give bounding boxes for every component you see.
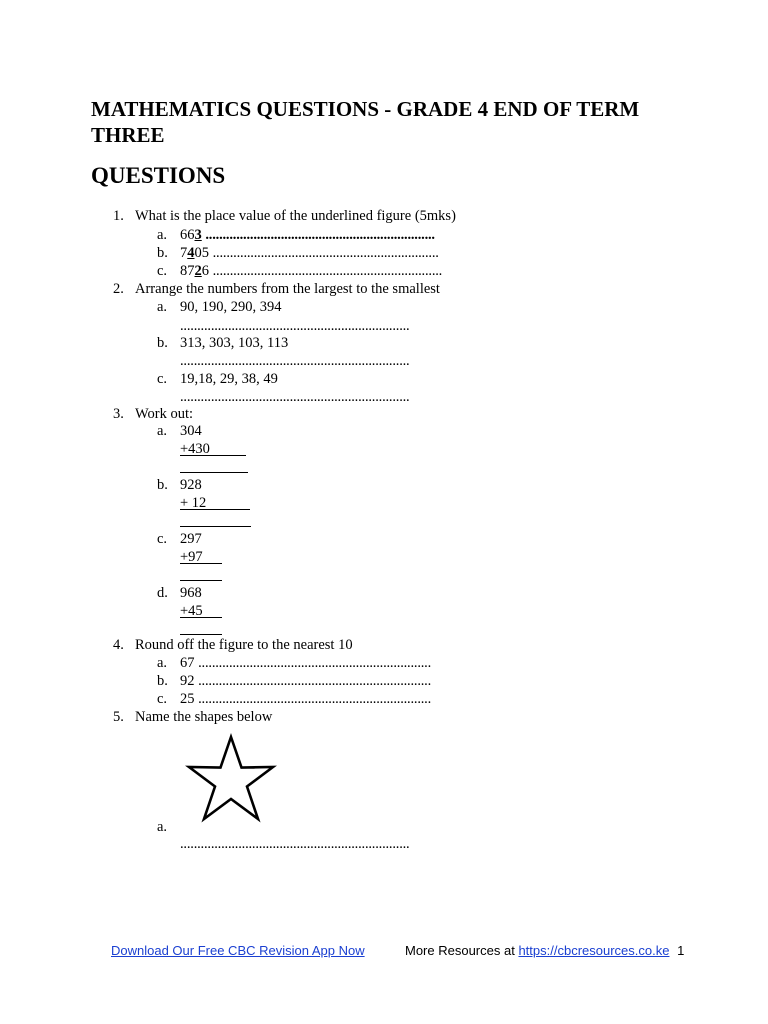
q3-text: Work out: bbox=[135, 406, 194, 422]
q4-text: Round off the figure to the nearest 10 bbox=[135, 637, 353, 653]
q2-text: Arrange the numbers from the largest to the smallest bbox=[135, 281, 440, 297]
q1b-item bbox=[180, 244, 439, 262]
q1b-digits-post: 05 bbox=[194, 245, 209, 261]
q3d-top-number: 968 bbox=[180, 585, 202, 601]
q5a-answer-line[interactable]: ................................................................... bbox=[180, 836, 410, 852]
q3a-answer-line[interactable] bbox=[180, 472, 248, 473]
q1b-underlined-digit: 4 bbox=[187, 245, 195, 261]
q3a-label: a. bbox=[157, 423, 168, 439]
doc-title-line-2: THREE bbox=[91, 123, 165, 147]
more-resources-text: More Resources at bbox=[405, 943, 515, 958]
q4a-label: a. bbox=[157, 655, 168, 671]
q1a-digits-pre: 66 bbox=[180, 227, 195, 243]
q4b-item bbox=[180, 672, 431, 690]
q3a-bottom-number: +430 bbox=[180, 441, 210, 457]
q4a-answer-line[interactable]: .................................................................... bbox=[198, 655, 432, 671]
q1b-answer-line[interactable]: .................................................................. bbox=[212, 245, 439, 261]
footer-resources bbox=[405, 943, 684, 958]
q3a-top-number: 304 bbox=[180, 423, 202, 439]
q3d-label: d. bbox=[157, 585, 168, 601]
q3b-top-number: 928 bbox=[180, 477, 202, 493]
q3a-underline bbox=[180, 455, 246, 456]
q1a-item bbox=[180, 226, 435, 244]
q4c-value: 25 bbox=[180, 691, 195, 707]
q4c-answer-line[interactable]: .................................................................... bbox=[198, 691, 432, 707]
q1c-item bbox=[180, 262, 442, 280]
q3d-answer-line[interactable] bbox=[180, 634, 222, 635]
q1c-answer-line[interactable]: ................................................................... bbox=[212, 263, 443, 279]
q2a-numbers: 90, 190, 290, 394 bbox=[180, 299, 282, 315]
q3b-underline bbox=[180, 509, 250, 510]
page-number: 1 bbox=[677, 943, 685, 958]
q4a-item bbox=[180, 654, 431, 672]
q1c-digits-post: 6 bbox=[201, 263, 209, 279]
q1c-label: c. bbox=[157, 263, 168, 279]
q1b-digits-pre: 7 bbox=[180, 245, 188, 261]
q3c-label: c. bbox=[157, 531, 168, 547]
q5-text: Name the shapes below bbox=[135, 709, 273, 725]
q4c-item bbox=[180, 690, 431, 708]
q2a-label: a. bbox=[157, 299, 168, 315]
q3d-bottom-number: +45 bbox=[180, 603, 203, 619]
questions-heading: QUESTIONS bbox=[91, 163, 226, 188]
q3d-underline bbox=[180, 617, 222, 618]
q2b-answer-line[interactable]: ................................................................... bbox=[180, 353, 410, 369]
cbcresources-link[interactable]: https://cbcresources.co.ke bbox=[518, 943, 670, 958]
q1b-label: b. bbox=[157, 245, 168, 261]
q2c-answer-line[interactable]: ................................................................... bbox=[180, 389, 410, 405]
q2a-answer-line[interactable]: ................................................................... bbox=[180, 318, 410, 334]
q5a-label: a. bbox=[157, 819, 168, 835]
q3-number: 3. bbox=[113, 406, 124, 422]
star-icon bbox=[184, 733, 278, 825]
q2-number: 2. bbox=[113, 281, 124, 297]
q1a-underlined-digit: 3 bbox=[194, 227, 202, 243]
q3c-underline bbox=[180, 563, 222, 564]
q1-number: 1. bbox=[113, 208, 124, 224]
q4b-label: b. bbox=[157, 673, 168, 689]
q5-number: 5. bbox=[113, 709, 124, 725]
doc-title-line-1: MATHEMATICS QUESTIONS - GRADE 4 END OF TERM bbox=[91, 97, 640, 121]
q2c-label: c. bbox=[157, 371, 168, 387]
q1a-label: a. bbox=[157, 227, 168, 243]
q4c-label: c. bbox=[157, 691, 168, 707]
q3b-label: b. bbox=[157, 477, 168, 493]
q2b-numbers: 313, 303, 103, 113 bbox=[180, 335, 289, 351]
q3c-top-number: 297 bbox=[180, 531, 202, 547]
q3c-answer-line[interactable] bbox=[180, 580, 222, 581]
q3b-answer-line[interactable] bbox=[180, 526, 251, 527]
q3c-bottom-number: +97 bbox=[180, 549, 203, 565]
q4a-value: 67 bbox=[180, 655, 195, 671]
q2b-label: b. bbox=[157, 335, 168, 351]
q1c-underlined-digit: 2 bbox=[194, 263, 202, 279]
q1a-answer-line[interactable]: ................................................................... bbox=[205, 227, 435, 243]
q3b-bottom-number: + 12 bbox=[180, 495, 207, 511]
q2c-numbers: 19,18, 29, 38, 49 bbox=[180, 371, 278, 387]
q1-text: What is the place value of the underlined figure (5mks) bbox=[135, 208, 456, 224]
download-app-link[interactable]: Download Our Free CBC Revision App Now bbox=[111, 943, 365, 958]
q1c-digits-pre: 87 bbox=[180, 263, 195, 279]
q4b-value: 92 bbox=[180, 673, 195, 689]
q4-number: 4. bbox=[113, 637, 124, 653]
q4b-answer-line[interactable]: .................................................................... bbox=[198, 673, 432, 689]
